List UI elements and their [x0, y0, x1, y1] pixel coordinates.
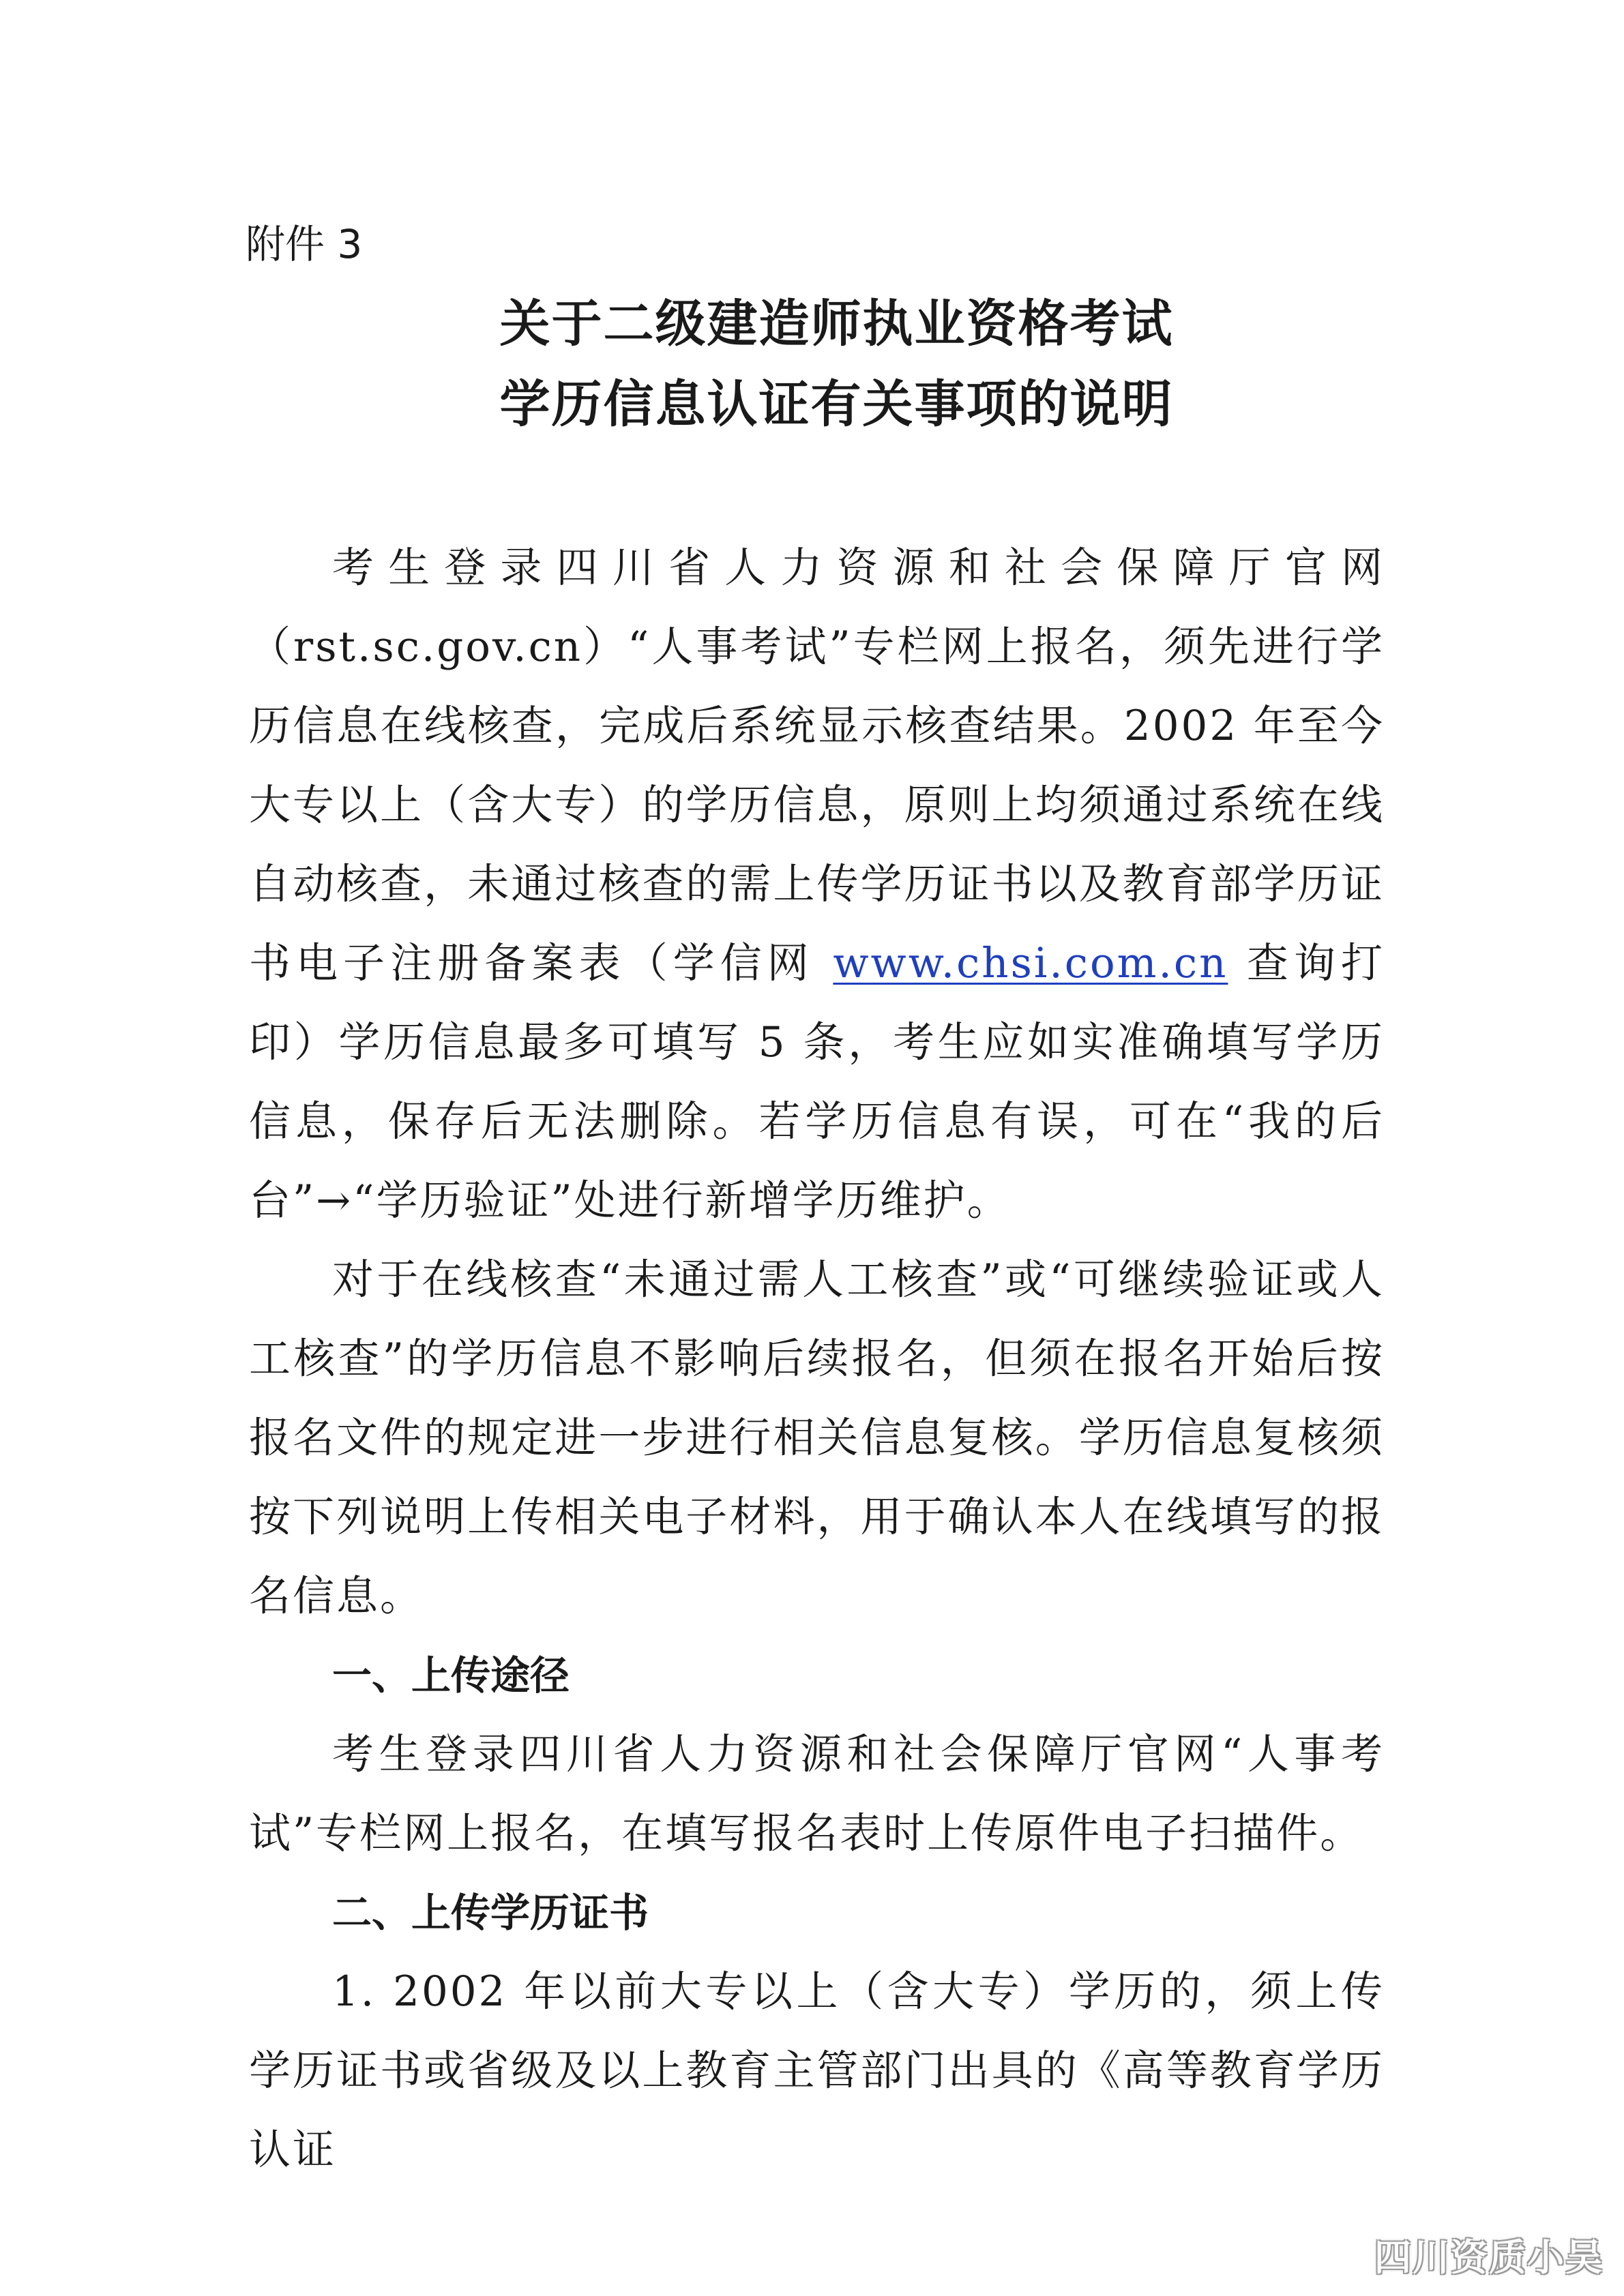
paragraph-registration-text-1: 考生登录四川省人力资源和社会保障厅官网（rst.sc.gov.cn）“人事考试”专栏网上报名，须先进行学历信息在线核查，完成后系统显示核查结果。2002 年至今大专以上（含大专）的学历信息，原则上均须通过系统在线自动核查，未通过核查的需上传学历证书以及教育部学历证书电子注册备案表（学信网 [249, 543, 1385, 987]
paragraph-registration [249, 528, 1385, 1240]
paragraph-registration-text-2: 查询打印）学历信息最多可填写 5 条，考生应如实准确填写学历信息，保存后无法删除。若学历信息有误，可在“我的后台”→“学历验证”处进行新增学历维护。 [249, 939, 1385, 1225]
watermark: 四川资质小吴 [1374, 2236, 1604, 2279]
paragraph-upload-route: 考生登录四川省人力资源和社会保障厅官网“人事考试”专栏网上报名，在填写报名表时上传原件电子扫描件。 [249, 1730, 1385, 1858]
paragraph-certificate-before-2002: 1. 2002 年以前大专以上（含大专）学历的，须上传学历证书或省级及以上教育主管部门出具的《高等教育学历认证 [249, 1967, 1385, 2174]
attachment-label: 附件 3 [246, 221, 363, 267]
document-title-line-2: 学历信息认证有关事项的说明 [499, 375, 1174, 434]
section-heading-upload-route: 一、上传途径 [332, 1652, 570, 1699]
document-title-line-1: 关于二级建造师执业资格考试 [499, 295, 1174, 353]
document-body [249, 528, 1385, 2190]
paragraph-manual-review: 对于在线核查“未通过需人工核查”或“可继续验证或人工核查”的学历信息不影响后续报名，但须在报名开始后按报名文件的规定进一步进行相关信息复核。学历信息复核须按下列说明上传相关电子材料，用于确认本人在线填写的报名信息。 [249, 1255, 1385, 1620]
chsi-link[interactable]: www.chsi.com.cn [833, 939, 1228, 987]
section-heading-upload-certificate: 二、上传学历证书 [332, 1890, 649, 1936]
